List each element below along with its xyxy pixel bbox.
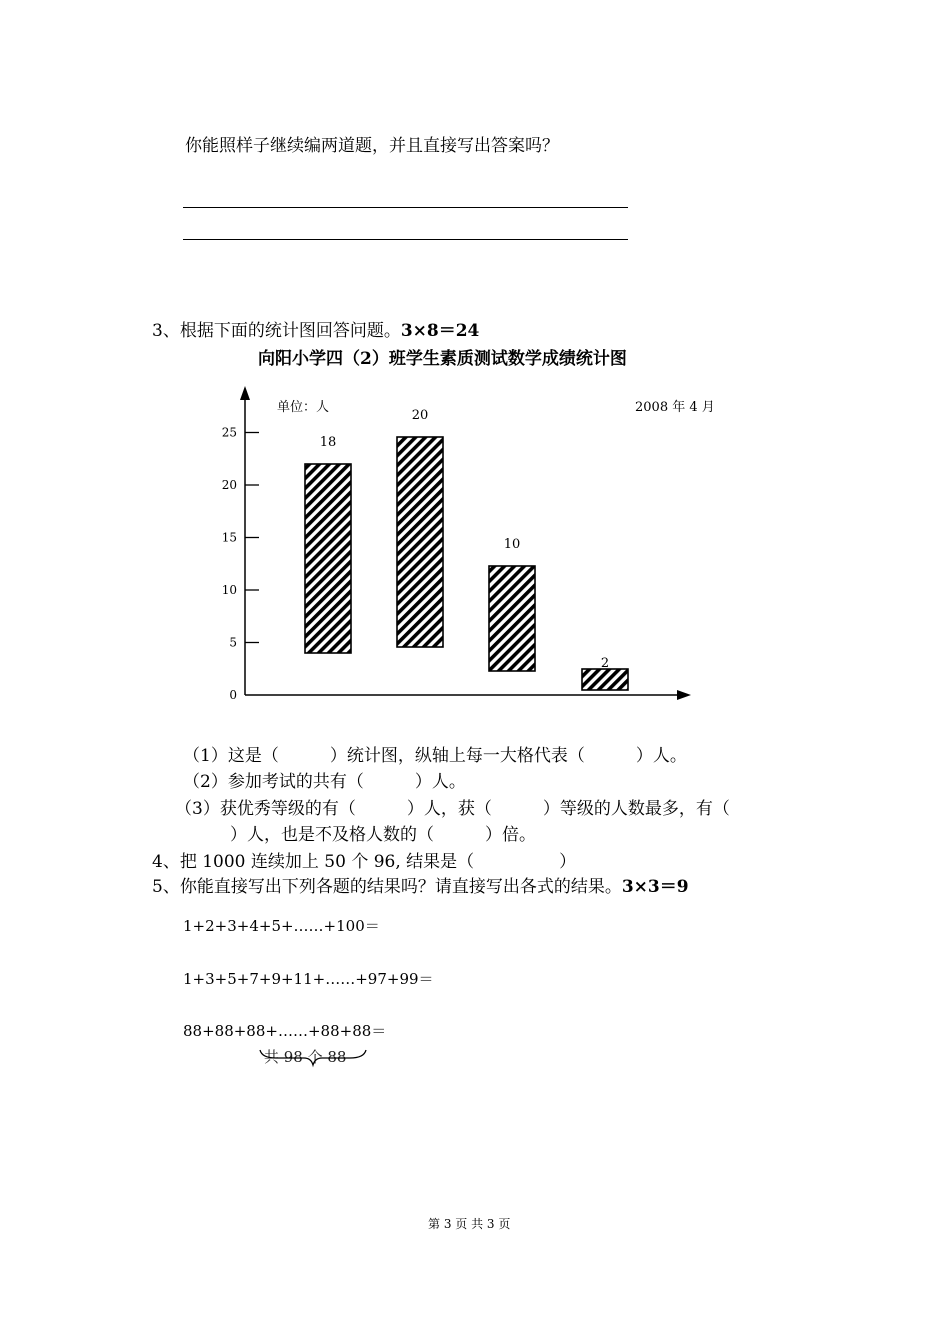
bar-1 — [305, 464, 351, 653]
q5-score: 3×3＝9 — [621, 877, 689, 897]
y-tick-label-15: 15 — [221, 530, 237, 545]
unit-label: 单位：人 — [277, 400, 330, 415]
q3-sub-2: （2）参加考试的共有（ ）人。 — [183, 772, 466, 792]
bar-4 — [582, 669, 628, 690]
q5-prompt: 5、你能直接写出下列各题的结果吗？请直接写出各式的结果。 — [152, 877, 622, 897]
y-tick-label-0: 0 — [229, 688, 237, 702]
bar-value-label-3: 10 — [503, 537, 521, 552]
q3-score: 3×8＝24 — [400, 321, 480, 341]
x-axis-arrow — [677, 690, 691, 700]
y-tick-label-25: 25 — [221, 425, 237, 440]
brace-note: 共 98 个 88 — [264, 1048, 347, 1066]
chart-title: 向阳小学四（2）班学生素质测试数学成绩统计图 — [258, 349, 627, 369]
q4: 4、把 1000 连续加上 50 个 96, 结果是（ ） — [152, 852, 577, 872]
q2-intro: 你能照样子继续编两道题，并且直接写出答案吗？ — [185, 136, 559, 156]
brace-icon — [258, 1046, 368, 1068]
q3-sub-3: （3）获优秀等级的有（ ）人，获（ ）等级的人数最多，有（ — [175, 799, 730, 819]
bar-series — [305, 408, 628, 690]
y-axis-arrow — [240, 386, 250, 400]
q5-heading — [152, 872, 689, 897]
answer-line-1 — [183, 207, 628, 208]
q3-heading — [152, 316, 479, 341]
y-axis-ticks — [222, 426, 259, 703]
y-tick-label-20: 20 — [221, 478, 237, 492]
bar-value-label-2: 20 — [411, 408, 429, 423]
q3-sub-1: （1）这是（ ）统计图，纵轴上每一大格代表（ ）人。 — [183, 746, 687, 766]
q5-expr-3: 88+88+88+……+88+88＝ — [183, 1022, 387, 1040]
bar-chart — [205, 378, 715, 708]
bar-value-label-1: 18 — [319, 435, 337, 450]
q3-sub-3-cont: ）人，也是不及格人数的（ ）倍。 — [196, 825, 536, 845]
answer-line-2 — [183, 239, 628, 240]
y-tick-label-5: 5 — [229, 635, 237, 650]
q5-expr-1: 1+2+3+4+5+……+100＝ — [183, 917, 380, 935]
bar-3 — [489, 566, 535, 671]
bar-2 — [397, 437, 443, 647]
q3-prompt: 3、根据下面的统计图回答问题。 — [152, 321, 401, 341]
date-label: 2008 年 4 月 — [635, 400, 715, 415]
bar-value-label-4: 2 — [600, 656, 610, 671]
y-tick-label-10: 10 — [221, 583, 237, 597]
page-footer: 第 3 页 共 3 页 — [428, 1217, 511, 1231]
q5-expr-2: 1+3+5+7+9+11+……+97+99＝ — [183, 970, 434, 988]
